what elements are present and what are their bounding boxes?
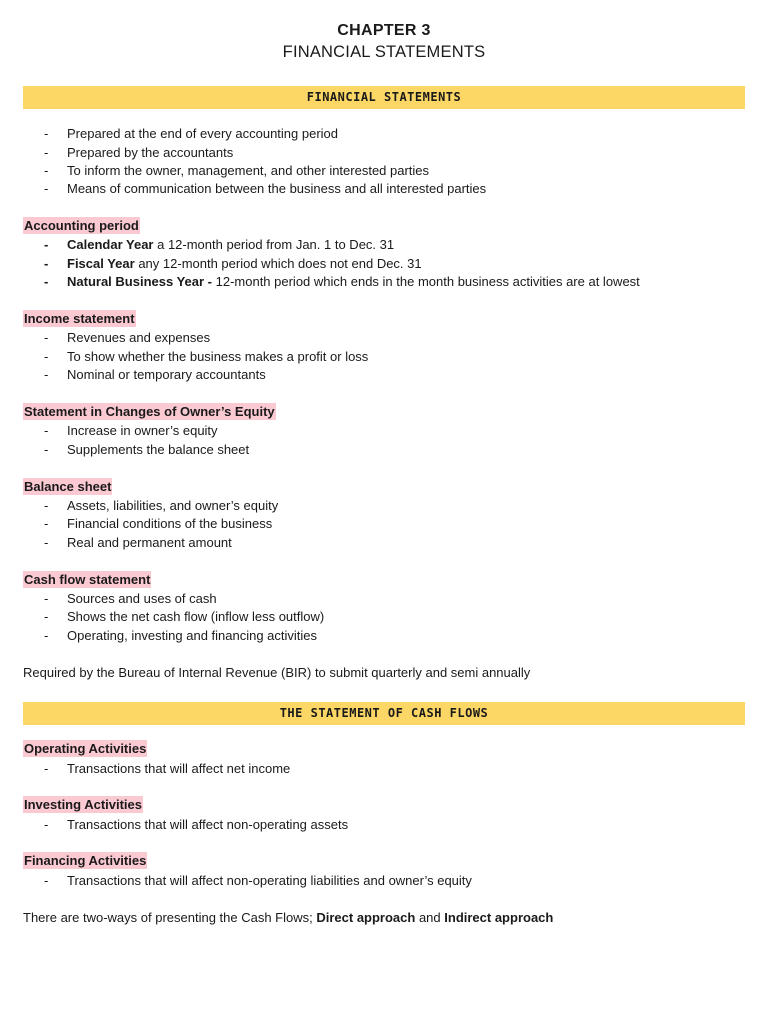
list-item: - Calendar Year a 12-month period from Jan. 1 to Dec. 31 [44, 237, 395, 252]
list-item: - Shows the net cash flow (inflow less outflow) [44, 609, 325, 624]
list-item: - Financial conditions of the business [44, 516, 273, 531]
financial-statements-banner: FINANCIAL STATEMENTS [23, 86, 745, 109]
list-item: - Means of communication between the business and all interested parties [44, 181, 487, 196]
list-item: - Real and permanent amount [44, 535, 232, 550]
list-item: - Prepared by the accountants [44, 145, 234, 160]
cash-flows-banner: THE STATEMENT OF CASH FLOWS [23, 702, 745, 725]
list-item: - Operating, investing and financing activities [44, 628, 318, 643]
list-item: - To show whether the business makes a profit or loss [44, 349, 369, 364]
list-item: - Transactions that will affect non-operating liabilities and owner’s equity [44, 873, 472, 888]
list-item: - Natural Business Year - 12-month period which ends in the month business activities are at lowest [44, 274, 640, 289]
list-item: - Prepared at the end of every accounting period [44, 126, 339, 141]
cash-flow-statement-heading: Cash flow statement [24, 572, 151, 587]
income-statement-heading: Income statement [24, 311, 135, 326]
list-item: - Transactions that will affect non-operating assets [44, 817, 349, 832]
operating-activities-heading: Operating Activities [24, 741, 147, 756]
closing-paragraph: There are two-ways of presenting the Cash Flows; Direct approach and Indirect approach [23, 910, 554, 925]
financing-activities-heading: Financing Activities [24, 853, 147, 868]
indirect-approach-term: Indirect approach [444, 910, 554, 925]
list-item: - Revenues and expenses [44, 330, 211, 345]
chapter-number: CHAPTER 3 [337, 22, 431, 39]
list-item: - Assets, liabilities, and owner’s equity [44, 498, 279, 513]
owners-equity-heading: Statement in Changes of Owner’s Equity [24, 404, 275, 419]
list-item: - Supplements the balance sheet [44, 442, 250, 457]
list-item: - Increase in owner’s equity [44, 423, 218, 438]
chapter-title: FINANCIAL STATEMENTS [282, 43, 486, 61]
list-item: - Sources and uses of cash [44, 591, 217, 606]
bir-note: Required by the Bureau of Internal Revenue (BIR) to submit quarterly and semi annually [23, 665, 531, 680]
investing-activities-heading: Investing Activities [24, 797, 142, 812]
balance-sheet-heading: Balance sheet [24, 479, 112, 494]
list-item: - To inform the owner, management, and other interested parties [44, 163, 430, 178]
list-item: - Nominal or temporary accountants [44, 367, 266, 382]
list-item: - Transactions that will affect net income [44, 761, 291, 776]
direct-approach-term: Direct approach [316, 910, 416, 925]
accounting-period-heading: Accounting period [24, 218, 139, 233]
list-item: - Fiscal Year any 12-month period which does not end Dec. 31 [44, 256, 422, 271]
